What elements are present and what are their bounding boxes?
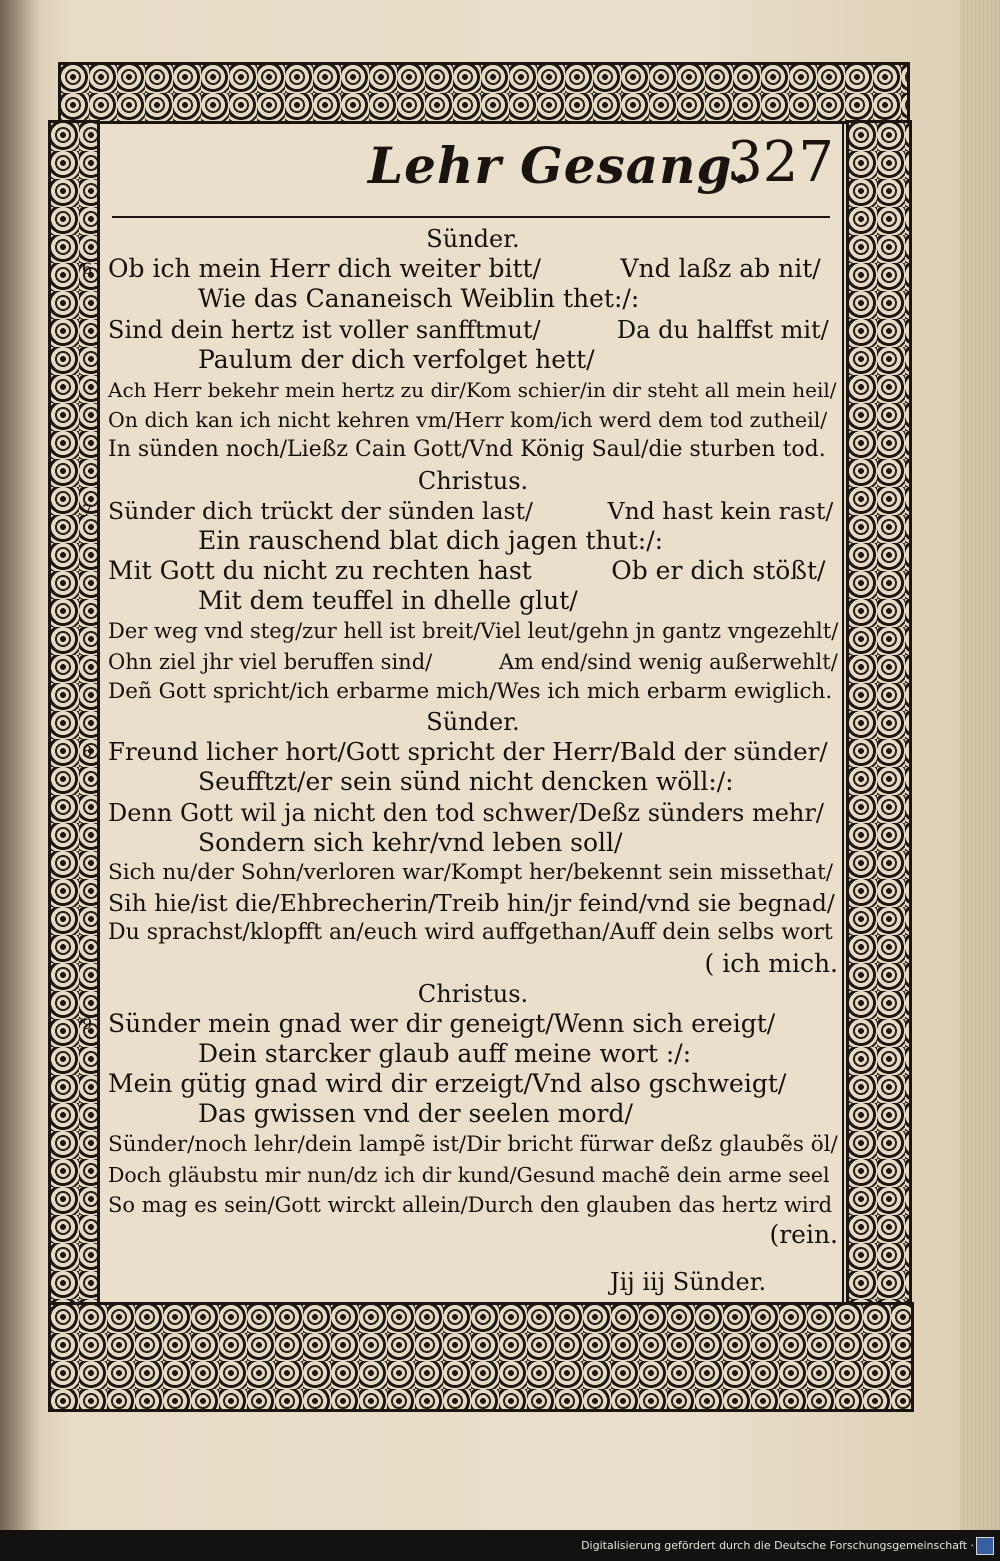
line-text: Denn Gott wil ja nicht den tod schwer/Deßz sünders mehr/ bbox=[108, 798, 824, 827]
line-text: Sünder mein gnad wer dir geneigt/Wenn sich ereigt/ bbox=[108, 1008, 776, 1038]
verse-line bbox=[108, 1039, 838, 1069]
line-text: Sondern sich kehr/vnd leben soll/ bbox=[198, 827, 623, 857]
verse-line bbox=[108, 1130, 838, 1160]
verse-line bbox=[108, 345, 838, 375]
verse-line bbox=[108, 526, 838, 556]
hymn-text bbox=[82, 224, 839, 1250]
header-rule bbox=[112, 216, 830, 218]
line-text: Paulum der dich verfolget hett/ bbox=[198, 344, 595, 374]
line-text: Sünder/noch lehr/dein lampẽ ist/Dir bricht fürwar deßz glaubẽs öl/ bbox=[108, 1131, 838, 1157]
line-text: Mit dem teuffel in dhelle glut/ bbox=[198, 586, 578, 616]
line-text: Ein rauschend blat dich jagen thut:/: bbox=[198, 525, 664, 555]
line-text: Sih hie/ist die/Ehbrecherin/Treib hin/jr feind/vnd sie begnad/ bbox=[108, 889, 835, 918]
speaker-heading bbox=[108, 707, 838, 737]
verse-number: 9 bbox=[82, 1013, 93, 1033]
verse-line bbox=[82, 254, 838, 284]
verse-number: 8 bbox=[82, 742, 93, 762]
speaker-heading bbox=[108, 466, 838, 496]
verse-line bbox=[108, 647, 838, 677]
verse-line bbox=[108, 1190, 838, 1220]
line-text: Sünder. bbox=[426, 708, 520, 736]
dfg-logo-icon bbox=[976, 1537, 994, 1555]
line-text: On dich kan ich nicht kehren vm/Herr kom/ich werd dem tod zutheil/ bbox=[108, 408, 828, 433]
line-text: Sind dein hertz ist voller sanfftmut/ Da du halffst mit/ bbox=[108, 315, 829, 344]
line-text: Ach Herr bekehr mein hertz zu dir/Kom schier/in dir steht all mein heil/ bbox=[108, 377, 837, 402]
line-text: Dein starcker glaub auff meine wort :/: bbox=[198, 1039, 692, 1069]
line-text: In sünden noch/Ließz Cain Gott/Vnd König Saul/die sturben tod. bbox=[108, 437, 826, 463]
verse-line bbox=[108, 918, 838, 948]
ornamental-border-right bbox=[846, 120, 912, 1310]
running-title: Lehr Gesang. bbox=[368, 136, 751, 195]
verse-line bbox=[82, 496, 838, 526]
verse-line bbox=[108, 677, 838, 707]
verse-line bbox=[108, 405, 838, 435]
verse-line bbox=[108, 1160, 838, 1190]
verse-number: 7 bbox=[82, 500, 93, 520]
line-text: Christus. bbox=[417, 466, 529, 495]
speaker-heading bbox=[108, 224, 838, 254]
verse-line bbox=[108, 1069, 838, 1099]
verse-number: 6 bbox=[82, 259, 93, 279]
line-text: Sich nu/der Sohn/verloren war/Kompt her/bekennt sein missethat/ bbox=[108, 859, 833, 885]
verse-line bbox=[108, 949, 838, 979]
verse-line bbox=[108, 858, 838, 888]
line-text: Ob ich mein Herr dich weiter bitt/ Vnd laßz ab nit/ bbox=[108, 254, 821, 284]
verse-line bbox=[108, 284, 838, 314]
line-text: Du sprachst/klopfft an/euch wird auffgethan/Auff dein selbs wort bbox=[108, 920, 833, 946]
speaker-heading bbox=[108, 979, 838, 1009]
verse-line bbox=[82, 737, 838, 767]
line-text: Seufftzt/er sein sünd nicht dencken wöll:/: bbox=[198, 767, 734, 797]
line-text: Das gwissen vnd der seelen mord/ bbox=[198, 1099, 633, 1129]
ornamental-border-left bbox=[48, 120, 100, 1310]
line-text: Doch gläubstu mir nun/dz ich dir kund/Gesund machẽ dein arme seel bbox=[108, 1162, 830, 1187]
line-text: ( ich mich. bbox=[704, 948, 838, 978]
verse-line bbox=[108, 1220, 838, 1250]
verse-line bbox=[108, 1099, 838, 1129]
line-text: Wie das Cananeisch Weiblin thet:/: bbox=[198, 284, 640, 314]
line-text: Sünder. bbox=[426, 225, 520, 253]
line-text: Christus. bbox=[417, 979, 529, 1008]
line-text: So mag es sein/Gott wirckt allein/Durch den glauben das hertz wird bbox=[108, 1193, 833, 1217]
verse-line bbox=[108, 828, 838, 858]
verse-line bbox=[108, 375, 838, 405]
line-text: Freund licher hort/Gott spricht der Herr/Bald der sünder/ bbox=[108, 737, 828, 767]
verse-line bbox=[108, 616, 838, 646]
ornamental-border-top bbox=[58, 62, 910, 124]
verse-line bbox=[108, 798, 838, 828]
verse-line bbox=[108, 315, 838, 345]
verse-line bbox=[82, 1008, 838, 1039]
catchword: Jij iij Sünder. bbox=[610, 1268, 767, 1296]
funding-credit: Digitalisierung gefördert durch die Deutsche Forschungsgemeinschaft · bbox=[581, 1539, 974, 1552]
line-text: Mein gütig gnad wird dir erzeigt/Vnd also gschweigt/ bbox=[108, 1069, 787, 1099]
verse-line bbox=[108, 435, 838, 465]
line-text: Deñ Gott spricht/ich erbarme mich/Wes ich mich erbarm ewiglich. bbox=[108, 678, 833, 704]
line-text: (rein. bbox=[769, 1220, 838, 1250]
verse-line bbox=[108, 767, 838, 797]
line-text: Ohn ziel jhr viel beruffen sind/ Am end/sind wenig außerwehlt/ bbox=[108, 649, 838, 674]
ornamental-border-bottom bbox=[48, 1302, 914, 1412]
verse-line bbox=[108, 586, 838, 616]
line-text: Sünder dich trückt der sünden last/ Vnd hast kein rast/ bbox=[108, 496, 834, 525]
line-text: Der weg vnd steg/zur hell ist breit/Viel leut/gehn jn gantz vngezehlt/ bbox=[108, 619, 839, 644]
binding-shadow bbox=[0, 0, 40, 1530]
page-number: 327 bbox=[727, 130, 834, 195]
verse-line bbox=[108, 556, 838, 586]
verse-line bbox=[108, 888, 838, 918]
line-text: Mit Gott du nicht zu rechten hast Ob er dich stößt/ bbox=[108, 556, 826, 586]
page-edge bbox=[960, 0, 1000, 1530]
page-header bbox=[100, 130, 844, 216]
